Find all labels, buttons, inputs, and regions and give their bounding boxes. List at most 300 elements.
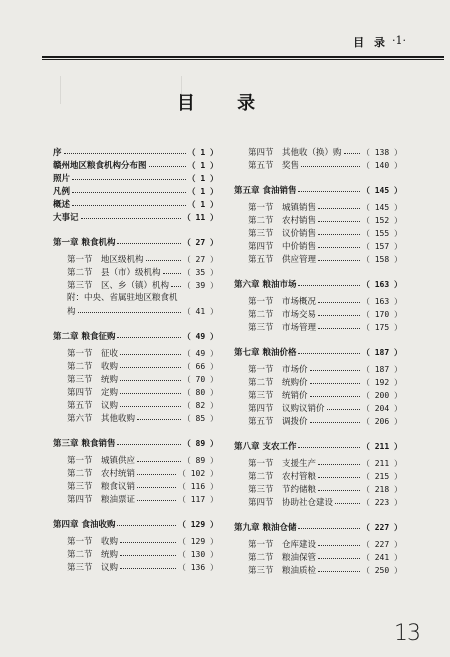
page-title: 目 录 <box>176 93 274 114</box>
dot-leader <box>120 392 181 394</box>
toc-page-number: （ 82 ） <box>182 401 218 410</box>
toc-chapter-entry <box>53 236 218 249</box>
dot-leader <box>344 152 360 154</box>
toc-section-title: 支援生产 <box>282 459 317 469</box>
toc-entry <box>53 198 218 211</box>
dot-leader <box>327 408 360 410</box>
toc-section-entry <box>53 412 218 425</box>
toc-section-title: 其他收（换）购 <box>282 148 342 158</box>
toc-page-number: （ 102 ） <box>177 469 218 478</box>
toc-section-entry <box>234 483 402 496</box>
toc-section-title: 奖售 <box>282 161 300 171</box>
toc-section-number: 第三节 <box>248 229 274 239</box>
toc-section-title: 区、乡（镇）机构 <box>101 281 170 291</box>
toc-page-number: （ 1 ） <box>187 161 218 170</box>
toc-section-number: 第一节 <box>248 459 274 469</box>
toc-section-number: 第三节 <box>67 281 93 291</box>
dot-leader <box>298 352 359 354</box>
toc-section-number: 第二节 <box>67 362 93 372</box>
toc-section-title: 征收 <box>101 349 119 359</box>
toc-section-entry <box>234 551 402 564</box>
toc-section-number: 第一节 <box>67 456 93 466</box>
toc-section-title: 粮油保管 <box>282 553 317 563</box>
toc-section-entry <box>53 480 218 493</box>
toc-page-number: （ 145 ） <box>361 203 402 212</box>
dot-leader <box>117 336 180 338</box>
toc-entry-label: 第九章 粮油仓储 <box>234 523 297 533</box>
toc-section-number: 第三节 <box>67 563 93 573</box>
toc-section-entry <box>53 561 218 574</box>
toc-page-number: （ 211 ） <box>361 459 402 468</box>
toc-section-number: 第二节 <box>248 553 274 563</box>
toc-entry-label <box>67 481 135 494</box>
toc-page-number: （ 158 ） <box>361 255 402 264</box>
toc-section-title: 协助社仓建设 <box>282 498 334 508</box>
toc-section-title: 粮食议销 <box>101 482 136 492</box>
toc-section-title: 调拨价 <box>282 417 308 427</box>
toc-page-number: （ 206 ） <box>361 417 402 426</box>
toc-entry-label <box>67 348 118 361</box>
toc-section-entry <box>53 360 218 373</box>
toc-entry <box>53 292 218 305</box>
toc-page-number: （ 223 ） <box>361 498 402 507</box>
toc-section-title: 收购 <box>101 362 119 372</box>
toc-entry-label <box>248 254 316 267</box>
toc-entry-label <box>67 254 144 267</box>
toc-page-number: （ 1 ） <box>187 200 218 209</box>
toc-entry-label <box>248 364 308 377</box>
toc-section-entry <box>234 376 402 389</box>
toc-section-entry <box>234 389 402 402</box>
toc-section-number: 第一节 <box>248 297 274 307</box>
toc-entry-label <box>67 468 135 481</box>
toc-section-title: 农村统销 <box>101 469 136 479</box>
toc-section-title: 统购 <box>101 375 119 385</box>
dot-leader <box>120 353 181 355</box>
toc-page-number: （ 35 ） <box>182 268 218 277</box>
dot-leader <box>318 544 360 546</box>
toc-section-number: 第一节 <box>67 255 93 265</box>
toc-entry-label: 第三章 粮食销售 <box>53 439 116 449</box>
toc-page-number: （ 227 ） <box>361 523 402 532</box>
toc-section-title: 市场价 <box>282 365 308 375</box>
dot-leader <box>137 499 176 501</box>
toc-section-title: 市场交易 <box>282 310 317 320</box>
toc-entry-label: 序 <box>53 148 62 158</box>
toc-section-number: 第三节 <box>248 391 274 401</box>
toc-entry-label <box>248 458 316 471</box>
toc-chapter-entry <box>53 330 218 343</box>
toc-section-entry <box>53 493 218 506</box>
dot-leader <box>137 418 181 420</box>
toc-entry-label <box>248 241 316 254</box>
dot-leader <box>318 489 360 491</box>
toc-section-title: 议购 <box>101 401 119 411</box>
toc-page-number: （ 39 ） <box>182 281 218 290</box>
dot-leader <box>335 502 360 504</box>
toc-page-number: （ 1 ） <box>187 148 218 157</box>
dot-leader <box>318 259 360 261</box>
running-header <box>0 34 450 54</box>
dot-leader <box>318 233 360 235</box>
toc-section-number: 第四节 <box>248 498 274 508</box>
toc-page-number: （ 49 ） <box>182 332 218 341</box>
toc-chapter-entry <box>53 518 218 531</box>
toc-section-title: 县（市）级机构 <box>101 268 161 278</box>
toc-entry-label: 第七章 粮油价格 <box>234 348 297 358</box>
toc-section-title: 议购 <box>101 563 119 573</box>
toc-section-number: 第四节 <box>248 242 274 252</box>
toc-section-title: 定购 <box>101 388 119 398</box>
toc-section-number: 第二节 <box>248 472 274 482</box>
toc-section-title: 统购 <box>101 550 119 560</box>
toc-section-entry <box>234 201 402 214</box>
toc-section-entry <box>234 159 402 172</box>
toc-section-title: 粮油质检 <box>282 566 317 576</box>
dot-leader <box>72 178 186 180</box>
dot-leader <box>318 314 360 316</box>
toc-section-number: 第五节 <box>248 417 274 427</box>
toc-section-title: 收购 <box>101 537 119 547</box>
toc-page-number: （ 27 ） <box>182 238 218 247</box>
dot-leader <box>318 463 360 465</box>
toc-section-number: 第二节 <box>248 310 274 320</box>
toc-entry-label: 大事记 <box>53 213 79 223</box>
toc-entry-label <box>248 416 308 429</box>
toc-section-entry <box>53 253 218 266</box>
dot-leader <box>301 165 360 167</box>
toc-entry-label <box>248 497 333 510</box>
toc-section-entry <box>234 402 402 415</box>
toc-section-title: 统购价 <box>282 378 308 388</box>
toc-entry-label <box>67 455 135 468</box>
toc-section-number: 第五节 <box>248 255 274 265</box>
toc-section-entry <box>53 373 218 386</box>
toc-section-entry <box>53 279 218 292</box>
toc-section-entry <box>53 399 218 412</box>
toc-section-title: 农村管粮 <box>282 472 317 482</box>
toc-page-number: （ 136 ） <box>177 563 218 572</box>
toc-entry-label: 概述 <box>53 200 71 210</box>
toc-section-number: 第五节 <box>248 161 274 171</box>
toc-section-entry <box>234 227 402 240</box>
toc-entry-label <box>248 539 316 552</box>
toc-entry-label: 第五章 食油销售 <box>234 186 297 196</box>
dot-leader <box>120 405 181 407</box>
toc-section-number: 第一节 <box>248 540 274 550</box>
toc-page-number: （ 218 ） <box>361 485 402 494</box>
toc-entry-label: 第一章 粮食机构 <box>53 238 116 248</box>
dot-leader <box>137 473 176 475</box>
toc-page-number: （ 200 ） <box>361 391 402 400</box>
dot-leader <box>310 369 360 371</box>
toc-section-number: 第二节 <box>67 469 93 479</box>
toc-entry-label <box>67 549 118 562</box>
toc-section-title: 议购议销价 <box>282 404 325 414</box>
toc-page-number: （ 1 ） <box>187 174 218 183</box>
toc-entry <box>53 185 218 198</box>
toc-entry-label <box>248 228 316 241</box>
toc-entry-label <box>248 565 316 578</box>
toc-entry-label <box>67 536 118 549</box>
toc-entry-label <box>67 267 161 280</box>
toc-entry-label: 第八章 支农工作 <box>234 442 297 452</box>
toc-entry-label <box>67 374 118 387</box>
toc-section-entry <box>234 321 402 334</box>
toc-section-number: 第三节 <box>248 485 274 495</box>
toc-entry-label: 构 <box>67 307 76 317</box>
toc-entry-label <box>248 403 325 416</box>
toc-section-entry <box>234 564 402 577</box>
toc-section-entry <box>234 308 402 321</box>
dot-leader <box>149 165 186 167</box>
toc-entry <box>53 172 218 185</box>
dot-leader <box>318 557 360 559</box>
toc-section-number: 第三节 <box>67 482 93 492</box>
toc-page-number: （ 11 ） <box>182 213 218 222</box>
toc-page-number: （ 70 ） <box>182 375 218 384</box>
toc-section-number: 第六节 <box>67 414 93 424</box>
toc-entry-label <box>248 309 316 322</box>
toc-chapter-entry <box>234 440 402 453</box>
toc-page-number: （ 85 ） <box>182 414 218 423</box>
toc-section-title: 仓库建设 <box>282 540 317 550</box>
toc-page-number: （ 204 ） <box>361 404 402 413</box>
toc-page-number: （ 215 ） <box>361 472 402 481</box>
toc-page-number: （ 187 ） <box>361 348 402 357</box>
toc-left-column <box>53 146 218 574</box>
toc-entry-label: 赣州地区粮食机构分布图 <box>53 161 147 171</box>
toc-section-number: 第三节 <box>248 323 274 333</box>
toc-section-number: 第四节 <box>67 495 93 505</box>
dot-leader <box>64 152 186 154</box>
dot-leader <box>310 395 360 397</box>
toc-section-number: 第四节 <box>67 388 93 398</box>
toc-right-column <box>234 146 402 577</box>
handwritten-page-note: 13 <box>394 621 420 646</box>
toc-entry-label <box>67 400 118 413</box>
toc-section-number: 第一节 <box>248 203 274 213</box>
dot-leader <box>117 443 180 445</box>
toc-entry-label: 第二章 粮食征购 <box>53 332 116 342</box>
dot-leader <box>310 382 360 384</box>
dot-leader <box>120 366 181 368</box>
toc-entry-label: 附：中央、省属驻地区粮食机 <box>67 293 178 303</box>
toc-page-number: （ 130 ） <box>177 550 218 559</box>
toc-page-number: （ 187 ） <box>361 365 402 374</box>
toc-entry-label <box>248 147 342 160</box>
toc-entry-label <box>248 390 308 403</box>
toc-page-number: （ 163 ） <box>361 297 402 306</box>
toc-section-number: 第二节 <box>67 550 93 560</box>
toc-page-number: （ 250 ） <box>361 566 402 575</box>
toc-page-number: （ 152 ） <box>361 216 402 225</box>
toc-entry-label <box>248 552 316 565</box>
dot-leader <box>310 421 360 423</box>
dot-leader <box>72 191 186 193</box>
header-rule-thin <box>42 59 444 60</box>
toc-section-title: 地区级机构 <box>101 255 144 265</box>
dot-leader <box>117 242 180 244</box>
toc-entry-label <box>67 387 118 400</box>
toc-section-number: 第二节 <box>248 216 274 226</box>
toc-section-title: 城镇供应 <box>101 456 136 466</box>
toc-section-number: 第一节 <box>67 537 93 547</box>
toc-section-title: 供应管理 <box>282 255 317 265</box>
toc-entry-label <box>67 413 135 426</box>
toc-page-number: （ 117 ） <box>177 495 218 504</box>
dot-leader <box>318 246 360 248</box>
dot-leader <box>120 379 181 381</box>
toc-section-number: 第二节 <box>67 268 93 278</box>
toc-page-number: （ 49 ） <box>182 349 218 358</box>
toc-section-title: 节约储粮 <box>282 485 317 495</box>
toc-page-number: （ 89 ） <box>182 456 218 465</box>
toc-page-number: （ 157 ） <box>361 242 402 251</box>
running-header-title: 目 录 <box>353 36 388 49</box>
header-rule <box>42 56 444 58</box>
toc-section-entry <box>234 470 402 483</box>
toc-section-title: 农村销售 <box>282 216 317 226</box>
toc-section-number: 第四节 <box>248 404 274 414</box>
toc-section-title: 中价销售 <box>282 242 317 252</box>
toc-entry-label <box>67 562 118 575</box>
toc-section-title: 城镇销售 <box>282 203 317 213</box>
toc-section-number: 第一节 <box>67 349 93 359</box>
toc-page-number: （ 66 ） <box>182 362 218 371</box>
toc-page-number: （ 211 ） <box>361 442 402 451</box>
dot-leader <box>318 327 360 329</box>
toc-page-number: （ 138 ） <box>361 148 402 157</box>
toc-chapter-entry <box>234 521 402 534</box>
dot-leader <box>318 301 360 303</box>
toc-section-entry <box>234 295 402 308</box>
toc-section-number: 第四节 <box>248 148 274 158</box>
toc-page-number: （ 145 ） <box>361 186 402 195</box>
toc-page-number: （ 192 ） <box>361 378 402 387</box>
toc-entry-label <box>67 494 135 507</box>
toc-section-entry <box>234 240 402 253</box>
dot-leader <box>146 259 181 261</box>
toc-entry <box>53 211 218 224</box>
page-number: ·1· <box>392 34 406 47</box>
toc-section-entry <box>234 146 402 159</box>
dot-leader <box>137 486 176 488</box>
toc-section-entry <box>53 548 218 561</box>
toc-section-number: 第五节 <box>67 401 93 411</box>
dot-leader <box>171 285 181 287</box>
toc-section-number: 第二节 <box>248 378 274 388</box>
toc-entry-label: 照片 <box>53 174 71 184</box>
toc-entry <box>53 146 218 159</box>
toc-entry-label <box>248 296 316 309</box>
toc-section-title: 议价销售 <box>282 229 317 239</box>
dot-leader <box>163 272 181 274</box>
toc-section-number: 第三节 <box>67 375 93 385</box>
dot-leader <box>120 554 176 556</box>
toc-page-number: （ 163 ） <box>361 280 402 289</box>
toc-section-title: 其他收购 <box>101 414 136 424</box>
toc-section-entry <box>53 386 218 399</box>
toc-section-entry <box>234 496 402 509</box>
dot-leader <box>298 284 359 286</box>
toc-page-number: （ 129 ） <box>177 537 218 546</box>
toc-entry-label <box>248 215 316 228</box>
dot-leader <box>72 204 186 206</box>
toc-page-number: （ 227 ） <box>361 540 402 549</box>
toc-section-entry <box>53 266 218 279</box>
toc-entry-label <box>248 202 316 215</box>
dot-leader <box>120 541 176 543</box>
toc-section-number: 第三节 <box>248 566 274 576</box>
dot-leader <box>81 217 181 219</box>
toc-chapter-entry <box>234 184 402 197</box>
dot-leader <box>137 460 181 462</box>
toc-section-entry <box>53 467 218 480</box>
toc-entry-label <box>248 471 316 484</box>
dot-leader <box>318 220 360 222</box>
toc-section-title: 粮油票证 <box>101 495 136 505</box>
toc-section-title: 市场概况 <box>282 297 317 307</box>
toc-section-entry <box>234 457 402 470</box>
toc-entry-label <box>248 322 316 335</box>
toc-page-number: （ 140 ） <box>361 161 402 170</box>
toc-chapter-entry <box>53 437 218 450</box>
toc-page-number: （ 175 ） <box>361 323 402 332</box>
dot-leader <box>298 527 359 529</box>
toc-section-entry <box>53 454 218 467</box>
toc-chapter-entry <box>234 346 402 359</box>
toc-chapter-entry <box>234 278 402 291</box>
toc-entry-label <box>248 377 308 390</box>
toc-entry-label: 第六章 粮油市场 <box>234 280 297 290</box>
toc-page-number: （ 27 ） <box>182 255 218 264</box>
toc-entry-label: 凡例 <box>53 187 71 197</box>
toc-section-entry <box>234 538 402 551</box>
toc-section-entry <box>234 253 402 266</box>
dot-leader <box>318 570 360 572</box>
toc-entry-label: 第四章 食油收购 <box>53 520 116 530</box>
toc-entry <box>53 305 218 318</box>
toc-page-number: （ 129 ） <box>177 520 218 529</box>
toc-page-number: （ 241 ） <box>361 553 402 562</box>
toc-section-entry <box>53 535 218 548</box>
toc-entry-label <box>67 361 118 374</box>
dot-leader <box>78 311 181 313</box>
dot-leader <box>298 190 359 192</box>
dot-leader <box>120 567 176 569</box>
toc-section-entry <box>234 415 402 428</box>
dot-leader <box>318 207 360 209</box>
toc-section-title: 市场管理 <box>282 323 317 333</box>
toc-page-number: （ 155 ） <box>361 229 402 238</box>
toc-entry-label <box>248 160 299 173</box>
toc-page-number: （ 41 ） <box>182 307 218 316</box>
toc-page-number: （ 1 ） <box>187 187 218 196</box>
toc-page-number: （ 89 ） <box>182 439 218 448</box>
dot-leader <box>318 476 360 478</box>
toc-page-number: （ 116 ） <box>177 482 218 491</box>
toc-page-number: （ 80 ） <box>182 388 218 397</box>
toc-entry-label <box>248 484 316 497</box>
dot-leader <box>298 446 359 448</box>
toc-section-title: 统销价 <box>282 391 308 401</box>
toc-page-number: （ 170 ） <box>361 310 402 319</box>
toc-section-number: 第一节 <box>248 365 274 375</box>
toc-entry <box>53 159 218 172</box>
toc-section-entry <box>234 363 402 376</box>
toc-section-entry <box>53 347 218 360</box>
